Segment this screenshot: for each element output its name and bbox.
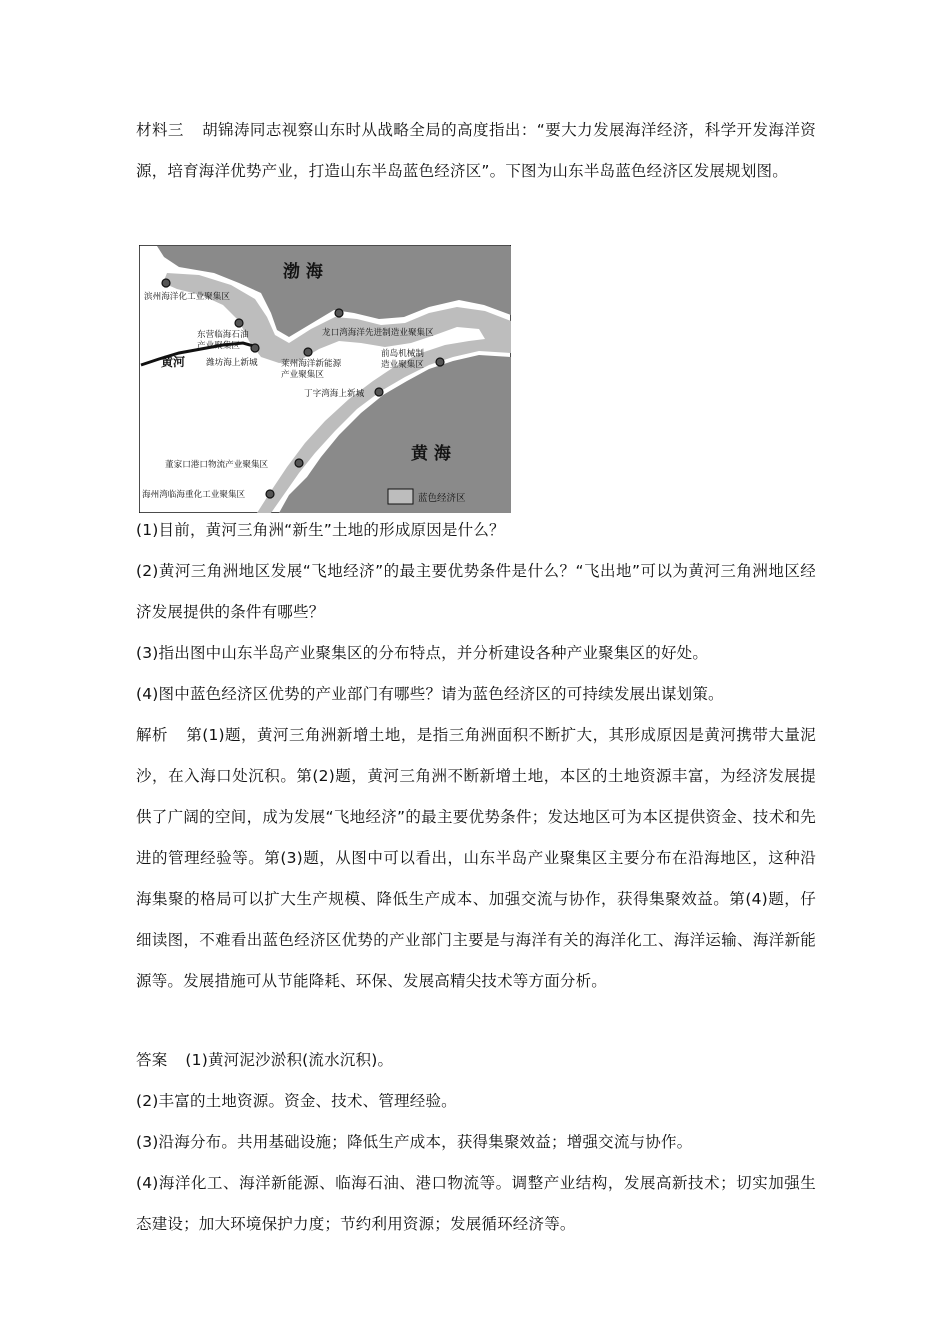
longkou-point — [335, 309, 343, 317]
laizhou-point — [304, 348, 312, 356]
bohai-label: 渤 海 — [283, 262, 323, 282]
dongying-label-2: 产业聚集区 — [197, 341, 240, 351]
answer-1: (1)黄河泥沙淤积(流水沉积)。 — [185, 1051, 394, 1069]
analysis-paragraph — [136, 715, 816, 1002]
answer-prefix: 答案 — [136, 1051, 168, 1069]
qiandao-label-2: 造业聚集区 — [381, 360, 424, 370]
answer-paragraph-1 — [136, 1040, 816, 1081]
longkou-label: 龙口湾海洋先进制造业聚集区 — [322, 328, 434, 338]
legend-label: 蓝色经济区 — [418, 493, 466, 504]
dongying-label-1: 东营临海石油 — [197, 330, 249, 340]
weifang-point — [251, 344, 259, 352]
haizhou-label: 海州湾临海重化工业聚集区 — [142, 490, 246, 500]
answer-3: (3)沿海分布。共用基础设施；降低生产成本，获得集聚效益；增强交流与协作。 — [136, 1133, 693, 1151]
material-paragraph — [136, 110, 816, 192]
question-4: (4)图中蓝色经济区优势的产业部门有哪些？请为蓝色经济区的可持续发展出谋划策。 — [136, 685, 724, 703]
laizhou-label-2: 产业聚集区 — [281, 370, 324, 380]
answer-4: (4)海洋化工、海洋新能源、临海石油、港口物流等。调整产业结构，发展高新技术；切实加强生态建设；加大环境保护力度；节约利用资源；发展循环经济等。 — [136, 1174, 816, 1233]
dongjiakou-point — [295, 459, 303, 467]
question-2: (2)黄河三角洲地区发展“飞地经济”的最主要优势条件是什么？“飞出地”可以为黄河三角洲地区经济发展提供的条件有哪些？ — [136, 562, 816, 621]
dingzi-point — [375, 388, 383, 396]
map-svg — [139, 245, 511, 513]
question-1: (1)目前，黄河三角洲“新生”土地的形成原因是什么？ — [136, 521, 505, 539]
material-text: 胡锦涛同志视察山东时从战略全局的高度指出：“要大力发展海洋经济，科学开发海洋资源，培育海洋优势产业，打造山东半岛蓝色经济区”。下图为山东半岛蓝色经济区发展规划图。 — [136, 121, 816, 180]
huanghe-label: 黄河 — [161, 355, 186, 369]
binzhou-label: 滨州海洋化工业聚集区 — [144, 292, 230, 302]
laizhou-label-1: 莱州海洋新能源 — [281, 359, 342, 369]
answer-2: (2)丰富的土地资源。资金、技术、管理经验。 — [136, 1092, 457, 1110]
material-prefix: 材料三 — [136, 121, 184, 139]
dingzi-label: 丁字湾海上新城 — [304, 389, 365, 399]
legend-swatch — [388, 489, 413, 504]
qiandao-label-1: 前岛机械制 — [381, 349, 424, 359]
dongying-point — [235, 319, 243, 327]
analysis-prefix: 解析 — [136, 726, 168, 744]
binzhou-point — [162, 279, 170, 287]
weifang-label: 潍坊海上新城 — [206, 358, 258, 368]
dongjiakou-label: 董家口港口物流产业聚集区 — [165, 460, 269, 470]
qiandao-point — [436, 358, 444, 366]
question-3: (3)指出图中山东半岛产业聚集区的分布特点，并分析建设各种产业聚集区的好处。 — [136, 644, 709, 662]
shandong-blue-economic-zone-map — [139, 245, 511, 513]
analysis-text: 第(1)题，黄河三角洲新增土地，是指三角洲面积不断扩大，其形成原因是黄河携带大量泥沙，在入海口处沉积。第(2)题，黄河三角洲不断新增土地，本区的土地资源丰富，为经济发展提供了广阔的空间，成为发展“飞地经济”的最主要优势条件；发达地区可为本区提供资金、技术和先进的管理经验等。第(3)题，从图中可以看出，山东半岛产业聚集区主要分布在沿海地区，这种沿海集聚的格局可以扩大生产规模、降低生产成本、加强交流与协作，获得集聚效益。第(4)题，仔细读图，不难看出蓝色经济区优势的产业部门主要是与海洋有关的海洋化工、海洋运输、海洋新能源等。发展措施可从节能降耗、环保、发展高精尖技术等方面分析。 — [136, 726, 816, 990]
haizhou-point — [266, 490, 274, 498]
huanghai-label: 黄 海 — [411, 444, 451, 464]
